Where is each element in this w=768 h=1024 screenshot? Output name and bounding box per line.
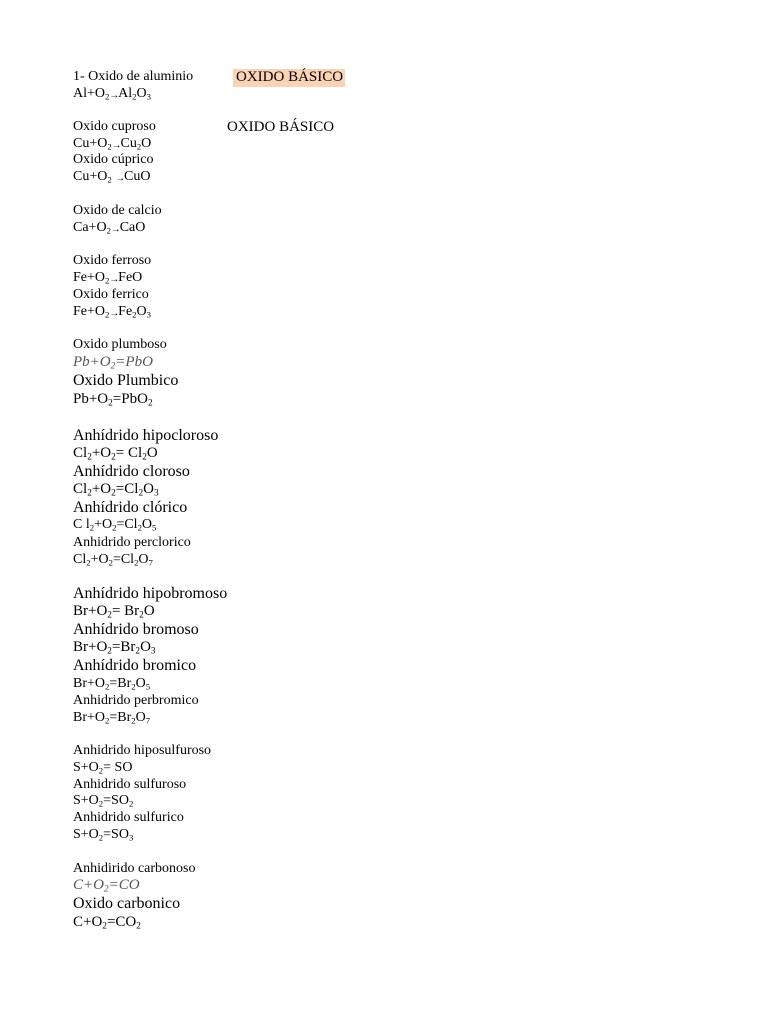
text-line — [73, 373, 178, 389]
text-segment: +O — [91, 481, 112, 497]
text-line — [73, 828, 133, 842]
text-line — [73, 711, 150, 725]
subscript: 2 — [131, 681, 136, 692]
classification-badge-highlighted: OXIDO BÁSICO — [233, 69, 345, 87]
subscript: 2 — [102, 921, 107, 932]
subscript: 2 — [105, 681, 110, 692]
text-line — [73, 862, 195, 876]
text-line — [73, 338, 167, 352]
text-line — [73, 305, 151, 319]
reaction-arrow-icon: → — [109, 308, 119, 320]
subscript: 2 — [111, 488, 116, 499]
text-line — [73, 153, 153, 167]
text-line — [73, 640, 156, 655]
text-line — [73, 896, 180, 912]
subscript: 2 — [137, 522, 142, 533]
subscript: 2 — [142, 452, 147, 463]
text-segment: Anhídrido hipobromoso — [73, 585, 228, 602]
text-segment: Fe+O — [73, 304, 106, 319]
subscript: 2 — [87, 488, 92, 499]
text-segment: =SO — [103, 827, 129, 842]
text-segment: Pb+O — [73, 354, 111, 370]
text-segment: Ca+O — [73, 220, 107, 235]
text-line — [73, 464, 190, 480]
subscript: 2 — [108, 398, 113, 409]
subscript: 2 — [139, 610, 144, 621]
text-segment: =Cl — [115, 481, 139, 497]
text-segment: Oxido carbonico — [73, 895, 181, 912]
text-line — [73, 137, 151, 151]
text-segment: = Cl — [115, 445, 143, 461]
subscript: 2 — [136, 921, 141, 932]
text-line — [73, 778, 186, 792]
text-segment: Oxido de calcio — [73, 203, 162, 218]
text-segment: =Cl — [116, 517, 138, 532]
text-segment: =Br — [109, 710, 132, 725]
text-segment: O — [136, 86, 147, 101]
text-segment: O — [135, 710, 146, 725]
text-line — [73, 271, 142, 285]
text-segment: =Br — [111, 639, 136, 655]
text-segment: Anhidrido hiposulfuroso — [73, 743, 212, 758]
text-segment: C l — [73, 517, 90, 532]
text-line — [73, 811, 184, 825]
text-segment: Al — [118, 86, 133, 101]
subscript: 2 — [107, 646, 112, 657]
text-line — [73, 536, 191, 550]
text-segment: S+O — [73, 760, 99, 775]
subscript: 3 — [128, 832, 134, 843]
text-segment: Oxido Plumbico — [73, 372, 179, 389]
text-segment: Cl — [73, 552, 87, 567]
text-segment: Anhídrido bromoso — [73, 621, 199, 638]
text-segment: O — [140, 639, 151, 655]
subscript: 2 — [147, 398, 153, 409]
text-line — [73, 694, 199, 708]
subscript: 7 — [148, 557, 153, 568]
text-line — [73, 355, 153, 370]
text-line — [73, 170, 150, 184]
text-line — [73, 446, 158, 461]
text-line — [73, 254, 151, 268]
text-line — [73, 428, 218, 444]
subscript: 2 — [98, 765, 104, 776]
text-line — [73, 221, 145, 235]
subscript: 2 — [107, 174, 112, 185]
subscript: 3 — [150, 646, 156, 657]
reaction-arrow-icon: → — [111, 140, 121, 152]
subscript: 2 — [98, 832, 104, 843]
text-segment: C+O — [73, 877, 104, 893]
text-line — [73, 70, 193, 84]
text-line — [73, 392, 153, 407]
subscript: 2 — [136, 141, 142, 152]
text-segment: Fe — [118, 304, 133, 319]
text-segment: Oxido cuproso — [73, 119, 156, 134]
text-segment: S+O — [73, 793, 99, 808]
text-segment: Fe+O — [73, 270, 106, 285]
subscript: 2 — [135, 646, 141, 657]
text-segment: S+O — [73, 827, 99, 842]
subscript: 2 — [107, 610, 112, 621]
text-segment: Anhidirido carbonoso — [73, 861, 196, 876]
subscript: 2 — [89, 522, 95, 533]
text-segment: +O — [90, 552, 109, 567]
text-line — [73, 482, 159, 497]
text-line — [73, 553, 153, 567]
text-segment: Anhidrido perbromico — [73, 693, 199, 708]
text-segment: Anhídrido hipocloroso — [73, 427, 219, 444]
text-segment: =PbO — [115, 354, 153, 370]
subscript: 2 — [103, 884, 109, 895]
text-segment: =CO — [106, 914, 137, 930]
text-segment: O — [141, 136, 152, 151]
text-segment: =PbO — [112, 391, 148, 407]
text-segment: Br+O — [73, 639, 108, 655]
text-line — [73, 288, 149, 302]
subscript: 7 — [145, 715, 151, 726]
text-segment: Oxido cúprico — [73, 152, 154, 167]
subscript: 2 — [138, 488, 144, 499]
text-segment: =SO — [103, 793, 129, 808]
text-segment: = Br — [111, 603, 140, 619]
text-segment: O — [146, 445, 158, 461]
text-line — [73, 677, 150, 691]
subscript: 2 — [128, 798, 134, 809]
text-segment: Cl — [73, 481, 88, 497]
text-segment: Anhidrido sulfurico — [73, 810, 184, 825]
text-segment: Anhídrido bromico — [73, 657, 197, 674]
subscript: 2 — [110, 361, 116, 372]
reaction-arrow-icon: → — [110, 224, 120, 236]
reaction-arrow-icon: → — [115, 173, 124, 185]
text-segment: Al+O — [73, 86, 106, 101]
text-line — [73, 622, 199, 638]
text-segment: Br+O — [73, 603, 108, 619]
text-segment: =CO — [108, 877, 140, 893]
text-line — [73, 120, 156, 134]
text-line — [73, 500, 187, 516]
text-segment: CaO — [119, 220, 146, 235]
text-segment: =Cl — [112, 552, 135, 567]
text-segment: Anhidrido perclorico — [73, 535, 191, 550]
text-segment: Cu+O — [73, 136, 108, 151]
text-segment: = SO — [103, 760, 133, 775]
text-segment: Oxido ferrico — [73, 287, 149, 302]
text-line — [73, 87, 151, 101]
text-segment: Oxido ferroso — [73, 253, 152, 268]
text-segment: O — [143, 481, 154, 497]
subscript: 5 — [145, 681, 151, 692]
text-segment: +O — [94, 517, 113, 532]
subscript: 2 — [131, 715, 136, 726]
subscript: 2 — [134, 557, 139, 568]
text-segment: O — [141, 517, 153, 532]
subscript: 2 — [98, 798, 104, 809]
text-line — [73, 586, 227, 602]
text-segment: O — [138, 552, 149, 567]
subscript: 3 — [153, 488, 159, 499]
text-segment: CuO — [123, 169, 151, 184]
subscript: 2 — [132, 309, 137, 320]
subscript: 2 — [107, 141, 112, 152]
subscript: 3 — [146, 309, 151, 320]
text-segment: FeO — [118, 270, 143, 285]
text-segment: Cu — [120, 136, 137, 151]
text-segment: O — [136, 304, 147, 319]
subscript: 2 — [108, 557, 113, 568]
text-line — [73, 204, 162, 218]
text-line — [73, 518, 156, 532]
reaction-arrow-icon: → — [109, 90, 119, 102]
subscript: 2 — [111, 452, 116, 463]
text-segment: Pb+O — [73, 391, 109, 407]
text-segment: O — [143, 603, 155, 619]
text-line — [73, 658, 196, 674]
subscript: 2 — [106, 225, 111, 236]
text-segment: Anhidrido sulfuroso — [73, 777, 187, 792]
classification-badge: OXIDO BÁSICO — [227, 119, 335, 135]
text-segment: +O — [91, 445, 112, 461]
subscript: 2 — [105, 91, 110, 102]
text-segment: Br+O — [73, 676, 106, 691]
text-segment: Cu+O — [73, 169, 108, 184]
subscript: 2 — [87, 452, 92, 463]
text-line — [73, 794, 133, 808]
text-segment: Oxido plumboso — [73, 337, 167, 352]
subscript: 2 — [105, 715, 110, 726]
subscript: 2 — [132, 91, 137, 102]
text-segment: Cl — [73, 445, 88, 461]
text-line — [73, 604, 155, 619]
subscript: 2 — [86, 557, 91, 568]
text-segment: Br+O — [73, 710, 106, 725]
text-segment: C+O — [73, 914, 103, 930]
text-segment: =Br — [109, 676, 132, 691]
reaction-arrow-icon: → — [109, 274, 119, 286]
subscript: 3 — [146, 91, 151, 102]
subscript: 2 — [112, 522, 117, 533]
text-segment: O — [135, 676, 146, 691]
text-segment: Anhídrido cloroso — [73, 463, 190, 480]
subscript: 2 — [105, 309, 110, 320]
text-line — [73, 915, 141, 930]
text-line — [73, 878, 140, 893]
subscript: 5 — [152, 522, 157, 533]
text-line — [73, 744, 211, 758]
text-line — [73, 761, 132, 775]
text-segment: Anhídrido clórico — [73, 499, 188, 516]
text-segment: 1- Oxido de aluminio — [73, 69, 194, 84]
subscript: 2 — [105, 275, 110, 286]
